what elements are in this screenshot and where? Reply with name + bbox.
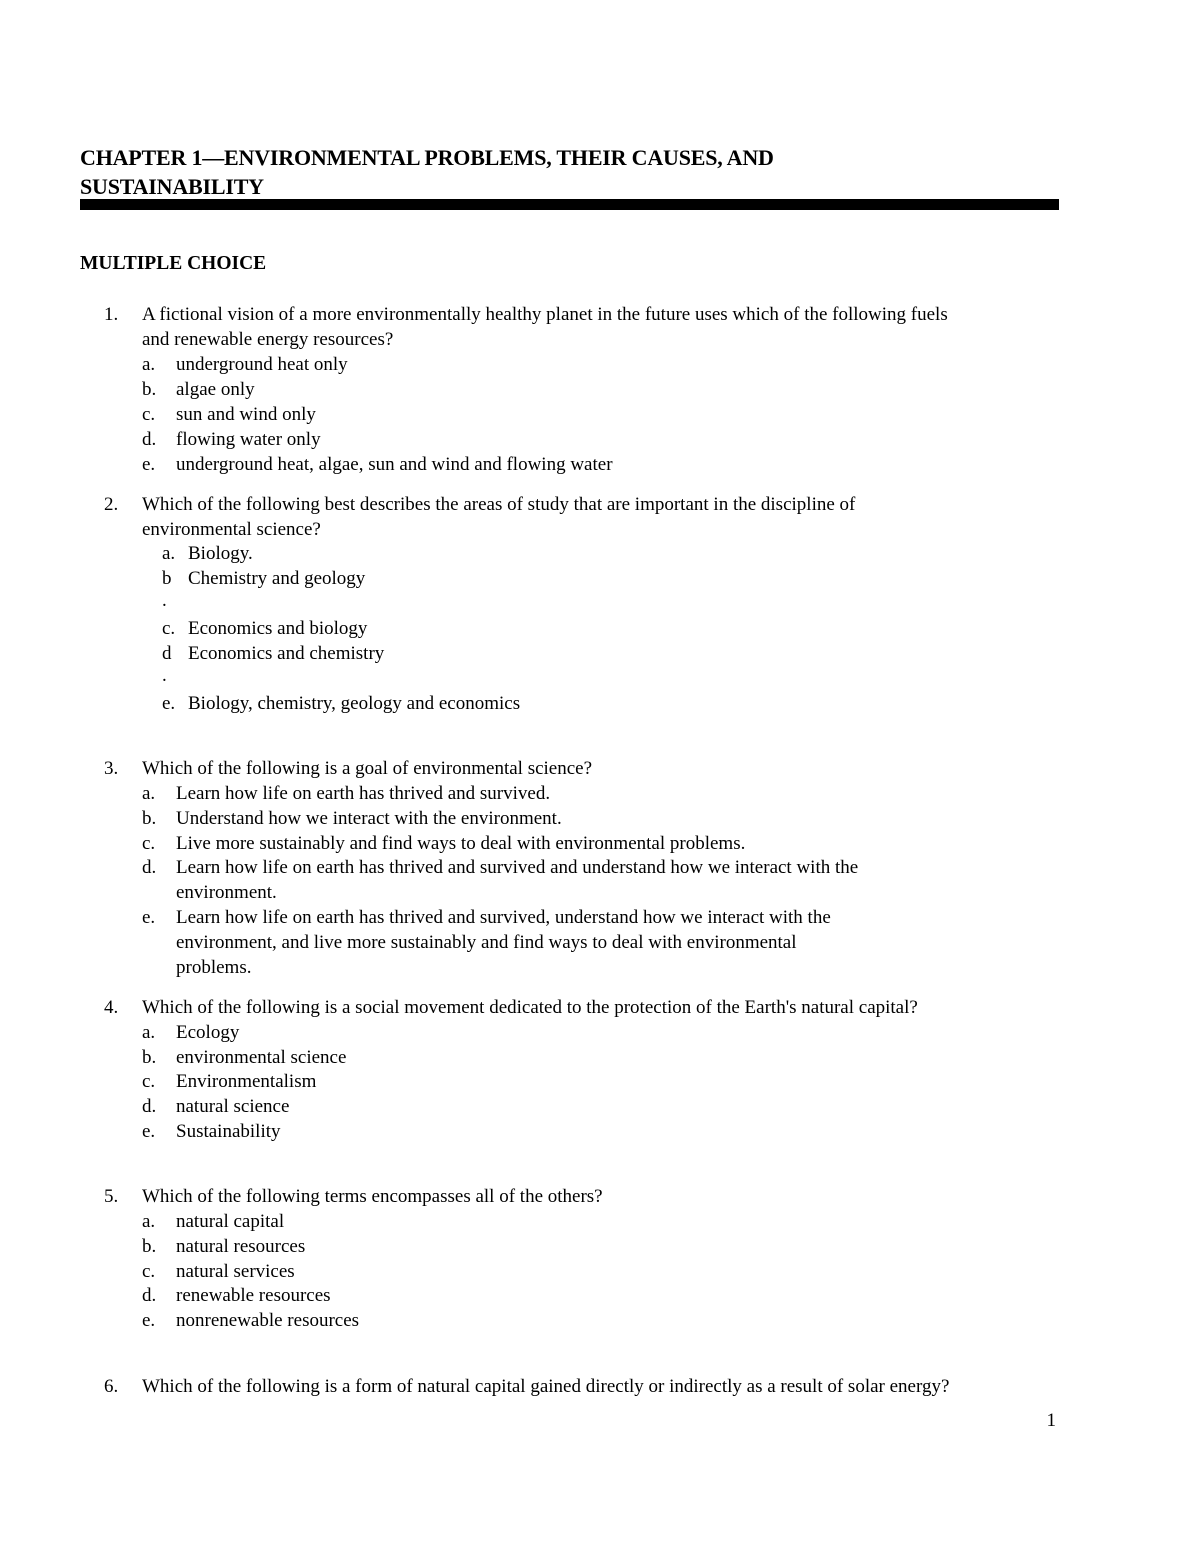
option-text: Biology.: [188, 543, 253, 564]
option-text: [176, 856, 976, 906]
option-letter: b.: [142, 1047, 157, 1068]
option-a: [0, 1021, 1000, 1046]
option-text: flowing water only: [176, 429, 321, 450]
question-number: 6.: [104, 1376, 119, 1397]
page-number: 1: [1046, 1410, 1056, 1431]
option-d: [0, 1284, 1000, 1309]
question-text-line: Which of the following is a social movement dedicated to the protection of the Earth's natural capital?: [142, 997, 918, 1018]
option-text-line: Learn how life on earth has thrived and survived and understand how we interact with the: [176, 857, 859, 878]
option-text: natural capital: [176, 1211, 285, 1232]
option-text-line: environment, and live more sustainably and find ways to deal with environmental: [176, 931, 797, 953]
option-letter: b.: [142, 808, 157, 829]
question-text: [142, 757, 1072, 782]
option-text: Understand how we interact with the environment.: [176, 808, 562, 829]
stray-period: .: [162, 590, 167, 611]
option-text: renewable resources: [176, 1285, 331, 1306]
question-text-line: Which of the following is a goal of environmental science?: [142, 758, 593, 779]
option-e: [0, 453, 1000, 478]
question-text-line: and renewable energy resources?: [142, 328, 394, 350]
option-text: Learn how life on earth has thrived and survived.: [176, 783, 551, 804]
option-letter: a.: [142, 354, 156, 375]
option-text: natural services: [176, 1261, 295, 1282]
option-b-continuation: [0, 589, 1000, 614]
option-letter: e.: [142, 1310, 156, 1331]
option-letter: a.: [142, 1022, 156, 1043]
question-text: [142, 996, 1072, 1021]
question-text-line: A fictional vision of a more environmentally healthy planet in the future uses which of the following fuels: [142, 304, 948, 325]
option-c: [0, 1070, 1000, 1095]
question-number: 3.: [104, 758, 119, 779]
option-text: natural science: [176, 1096, 290, 1117]
option-letter: d.: [142, 857, 157, 878]
option-text: Sustainability: [176, 1121, 281, 1142]
option-letter: b: [162, 568, 172, 589]
option-text: Ecology: [176, 1022, 240, 1043]
option-d-continuation: [0, 664, 1000, 689]
option-letter: c.: [142, 833, 156, 854]
option-text: Live more sustainably and find ways to deal with environmental problems.: [176, 833, 746, 854]
option-text: natural resources: [176, 1236, 306, 1257]
question-number: 4.: [104, 997, 119, 1018]
question-text: [142, 1185, 1072, 1210]
chapter-title: [80, 143, 1060, 201]
option-b: [0, 378, 1000, 403]
chapter-title-line-1: CHAPTER 1—ENVIRONMENTAL PROBLEMS, THEIR CAUSES, AND: [80, 145, 774, 170]
question-number: 1.: [104, 304, 119, 325]
option-d: [0, 428, 1000, 453]
stray-period: .: [162, 665, 167, 686]
option-text: Environmentalism: [176, 1071, 317, 1092]
question-number: 5.: [104, 1186, 119, 1207]
option-a: [0, 542, 1000, 567]
option-letter: b.: [142, 1236, 157, 1257]
option-letter: e.: [142, 454, 156, 475]
option-e: [0, 1120, 1000, 1145]
option-b: [0, 1235, 1000, 1260]
option-text-line: problems.: [176, 956, 252, 978]
option-letter: d: [162, 643, 172, 664]
section-heading: MULTIPLE CHOICE: [80, 253, 267, 274]
option-letter: e.: [142, 907, 156, 928]
question-text: [142, 1375, 1072, 1400]
option-letter: e.: [142, 1121, 156, 1142]
option-text: Economics and chemistry: [188, 643, 385, 664]
option-letter: a.: [142, 783, 156, 804]
option-letter: c.: [142, 1261, 156, 1282]
chapter-title-line-2: SUSTAINABILITY: [80, 174, 264, 199]
option-a: [0, 353, 1000, 378]
question-text-line: Which of the following best describes the areas of study that are important in the discipline of: [142, 494, 856, 515]
option-text-line: Learn how life on earth has thrived and survived, understand how we interact with the: [176, 907, 831, 928]
option-e: [0, 906, 1000, 981]
option-letter: d.: [142, 1285, 157, 1306]
option-b: [0, 1046, 1000, 1071]
option-e: [0, 692, 1000, 717]
option-c: [0, 403, 1000, 428]
option-letter: b.: [142, 379, 157, 400]
option-letter: a.: [142, 1211, 156, 1232]
option-text: Biology, chemistry, geology and economics: [188, 693, 521, 714]
option-letter: c.: [162, 618, 176, 639]
question-text-line: Which of the following terms encompasses all of the others?: [142, 1186, 603, 1207]
option-a: [0, 782, 1000, 807]
option-c: [0, 617, 1000, 642]
option-letter: a.: [162, 543, 176, 564]
option-c: [0, 832, 1000, 857]
option-letter: d.: [142, 429, 157, 450]
option-letter: d.: [142, 1096, 157, 1117]
option-d: [0, 1095, 1000, 1120]
option-letter: e.: [162, 693, 176, 714]
option-text: algae only: [176, 379, 255, 400]
option-c: [0, 1260, 1000, 1285]
option-text: underground heat, algae, sun and wind and flowing water: [176, 454, 613, 475]
question-text: [142, 303, 1072, 353]
question-text-line: Which of the following is a form of natural capital gained directly or indirectly as a result of solar energy?: [142, 1376, 950, 1397]
option-text: nonrenewable resources: [176, 1310, 360, 1331]
question-number: 2.: [104, 494, 119, 515]
option-text: environmental science: [176, 1047, 347, 1068]
option-text: Economics and biology: [188, 618, 368, 639]
option-text: sun and wind only: [176, 404, 316, 425]
option-e: [0, 1309, 1000, 1334]
option-letter: c.: [142, 1071, 156, 1092]
question-text: [142, 493, 1072, 543]
option-b: [0, 807, 1000, 832]
option-letter: c.: [142, 404, 156, 425]
option-d: [0, 856, 1000, 906]
option-text: [176, 906, 976, 980]
option-text: Chemistry and geology: [188, 568, 366, 589]
option-text-line: environment.: [176, 881, 277, 903]
question-text-line: environmental science?: [142, 518, 321, 540]
option-a: [0, 1210, 1000, 1235]
option-text: underground heat only: [176, 354, 348, 375]
title-rule: [80, 199, 1059, 210]
